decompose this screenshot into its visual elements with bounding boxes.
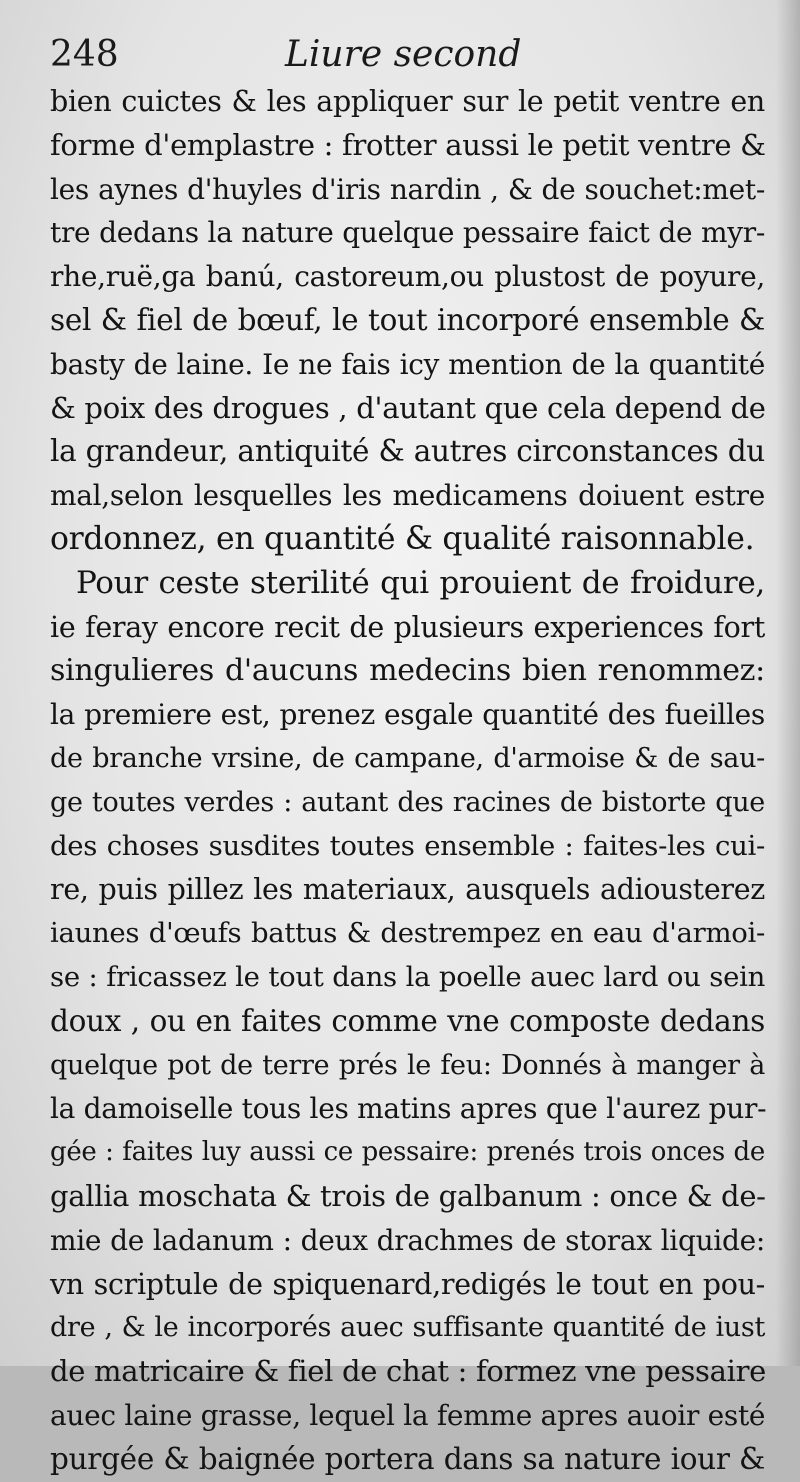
paragraph-2 xyxy=(50,562,765,1482)
text-line: dre , & le incorporés auec suffisante quantité de iust xyxy=(50,1312,765,1344)
text-line: de matricaire & fiel de chat : formez vne pessaire xyxy=(50,1354,767,1389)
text-line: re, puis pillez les materiaux, ausquels adiousterez xyxy=(50,873,765,907)
text-line: basty de laine. Ie ne fais icy mention de la quantité xyxy=(50,347,765,381)
text-line: mie de ladanum : deux drachmes de storax liquide: xyxy=(50,1223,765,1257)
page-number: 248 xyxy=(50,34,119,75)
text-line: vn scriptule de spiquenard,redigés le tout en pou- xyxy=(50,1267,765,1301)
running-title: Liure second xyxy=(285,34,522,75)
text-line: ge toutes verdes : autant des racines de bistorte que xyxy=(50,786,765,818)
text-line: mal,selon lesquelles les medicamens doiuent estre xyxy=(50,479,765,513)
text-line: sel & fiel de bœuf, le tout incorporé ensemble & xyxy=(50,302,765,337)
text-line: & poix des drogues , d'autant que cela depend de xyxy=(50,390,766,425)
text-line: tre dedans la nature quelque pessaire faict de myr- xyxy=(50,216,765,250)
page-header xyxy=(50,34,750,84)
text-line: doux , ou en faites comme vne composte dedans xyxy=(50,1003,765,1038)
text-line: bien cuictes & les appliquer sur le petit ventre en xyxy=(50,85,765,118)
text-line: ie feray encore recit de plusieurs experiences fort xyxy=(50,610,765,644)
text-line: auec laine grasse, lequel la femme apres auoir esté xyxy=(50,1398,766,1432)
text-line: forme d'emplastre : frotter aussi le petit ventre & xyxy=(50,127,766,162)
text-line: des choses susdites toutes ensemble : faites-les cui- xyxy=(50,829,765,862)
text-line: la damoiselle tous les matins apres que l'aurez pur- xyxy=(50,1092,767,1126)
text-line: de branche vrsine, de campane, d'armoise & de sau- xyxy=(50,742,765,774)
text-line: la premiere est, prenez esgale quantité des fueilles xyxy=(50,698,765,732)
body-text xyxy=(50,80,765,1482)
page-edge-shadow xyxy=(776,0,800,1366)
text-line: iaunes d'œufs battus & destrempez en eau d'armoi- xyxy=(50,917,765,950)
text-line: quelque pot de terre prés le feu: Donnés à manger à xyxy=(50,1049,765,1081)
text-line: purgée & baignée portera dans sa nature iour & xyxy=(50,1441,765,1476)
text-line: se : fricassez le tout dans la poelle auec lard ou sein xyxy=(50,960,765,993)
text-line: gée : faites luy aussi ce pessaire: prenés trois onces de xyxy=(50,1137,765,1168)
text-line: rhe,ruë,ga banú, castoreum,ou plustost de poyure, xyxy=(50,260,765,294)
text-line: les aynes d'huyles d'iris nardin , & de souchet:met- xyxy=(50,172,765,206)
paragraph-1 xyxy=(50,80,765,562)
text-line: Pour ceste sterilité qui prouient de froidure, xyxy=(76,564,765,601)
text-line: la grandeur, antiquité & autres circonstances du xyxy=(50,434,765,469)
text-line: singulieres d'aucuns medecins bien renommez: xyxy=(50,653,765,689)
text-line: ordonnez, en quantité & qualité raisonnable. xyxy=(50,520,755,557)
text-line: gallia moschata & trois de galbanum : once & de- xyxy=(50,1178,766,1213)
